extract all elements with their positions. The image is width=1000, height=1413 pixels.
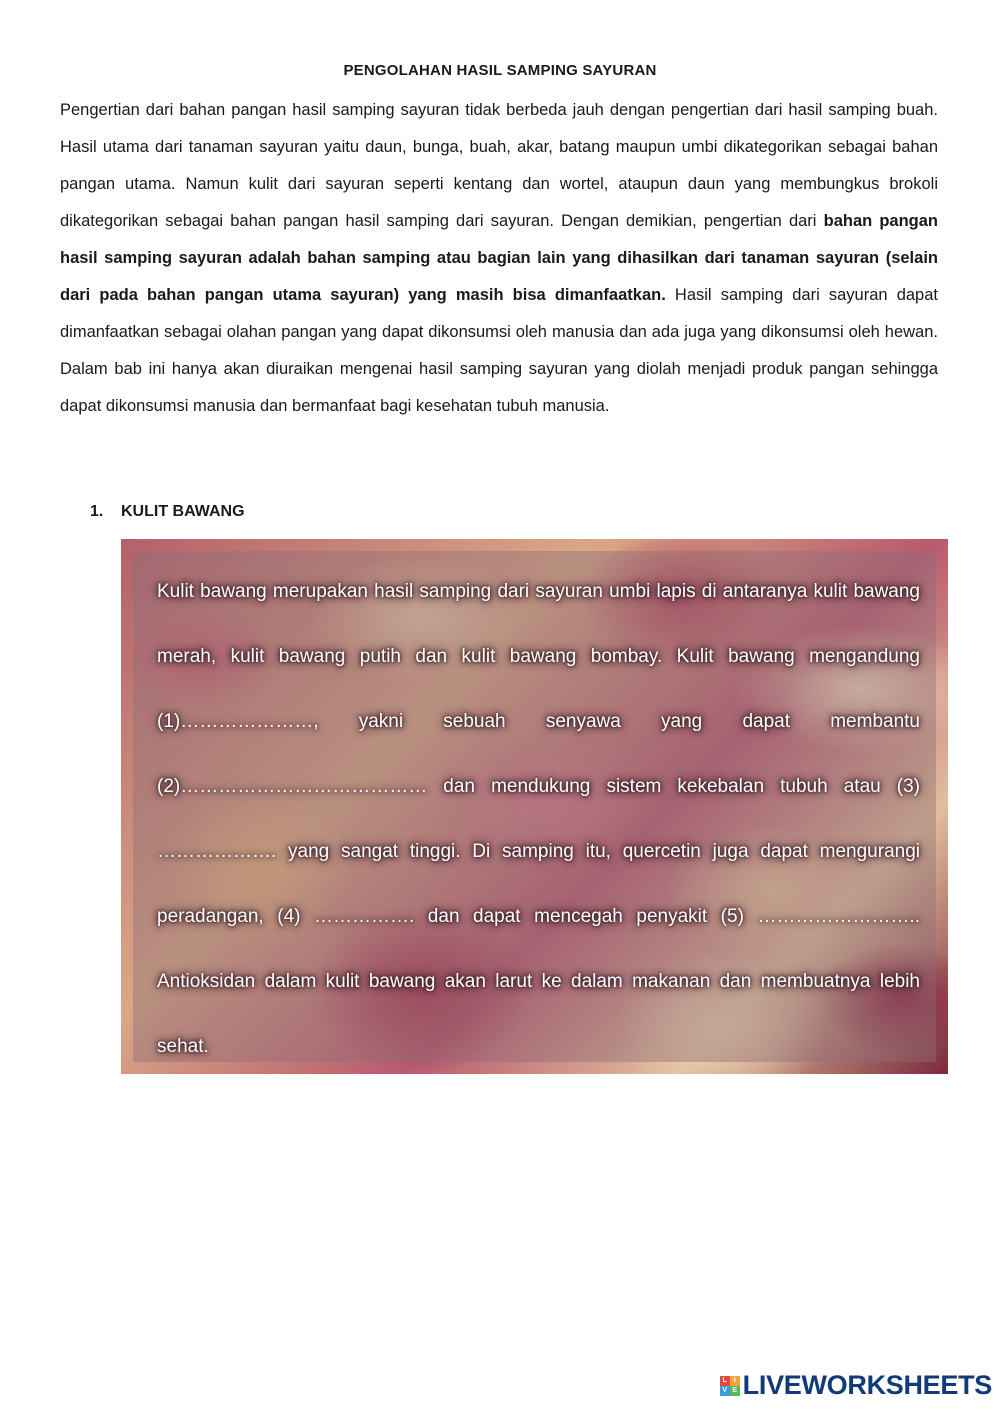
logo-letter-l: L — [720, 1376, 730, 1386]
logo-letter-e: E — [730, 1386, 740, 1396]
fill-in-blank-paragraph: Kulit bawang merupakan hasil samping dari sayuran umbi lapis di antaranya kulit bawang merah, kulit bawang putih dan kulit bawang bombay. Kulit bawang mengandung (1)…………………, yakni sebuah senyawa yang dapat membantu (2)………………………………… dan mendukung sistem kekebalan tubuh atau (3) ………………. yang sangat tinggi. Di samping itu, quercetin juga dapat mengurangi peradangan, (4) ……………. dan dapat mencegah penyakit (5) …………………….. Antioksidan dalam kulit bawang akan larut ke dalam makanan dan membuatnya lebih sehat. — [157, 581, 920, 1057]
section-number: 1. — [90, 503, 104, 520]
liveworksheets-wordmark: LIVEWORKSHEETS — [742, 1370, 992, 1400]
intro-paragraph — [60, 92, 938, 425]
logo-letter-i: I — [730, 1376, 740, 1386]
intro-text-part1: Pengertian dari bahan pangan hasil samping sayuran tidak berbeda jauh dengan pengertian dari hasil samping buah. Hasil utama dari tanaman sayuran yaitu daun, bunga, buah, akar, batang maupun umbi dikategorikan sebagai bahan pangan utama. Namun kulit dari sayuran seperti kentang dan wortel, ataupun daun yang membungkus brokoli dikategorikan sebagai bahan pangan hasil samping dari sayuran. Dengan demikian, pengertian dari — [60, 101, 938, 230]
liveworksheets-logo-icon — [720, 1376, 740, 1396]
intro-definition-bold: bahan pangan hasil samping sayuran adalah bahan samping atau bagian lain yang dihasilkan dari tanaman sayuran (selain dari pada bahan pangan utama sayuran) yang masih bisa dimanfaatkan. — [60, 212, 939, 304]
section-heading-kulit-bawang — [90, 503, 245, 521]
liveworksheets-logo — [720, 1370, 992, 1401]
onion-skin-photo — [121, 539, 948, 1074]
logo-letter-v: V — [720, 1386, 730, 1396]
section-heading-text: KULIT BAWANG — [121, 503, 245, 520]
page-title: PENGOLAHAN HASIL SAMPING SAYURAN — [343, 62, 657, 79]
intro-text-part2: Hasil samping dari sayuran dapat dimanfaatkan sebagai olahan pangan yang dapat dikonsumsi oleh manusia dan ada juga yang dikonsumsi oleh hewan. Dalam bab ini hanya akan diuraikan mengenai hasil samping sayuran yang diolah menjadi produk pangan sehingga dapat dikonsumsi manusia dan bermanfaat bagi kesehatan tubuh manusia. — [60, 286, 938, 415]
